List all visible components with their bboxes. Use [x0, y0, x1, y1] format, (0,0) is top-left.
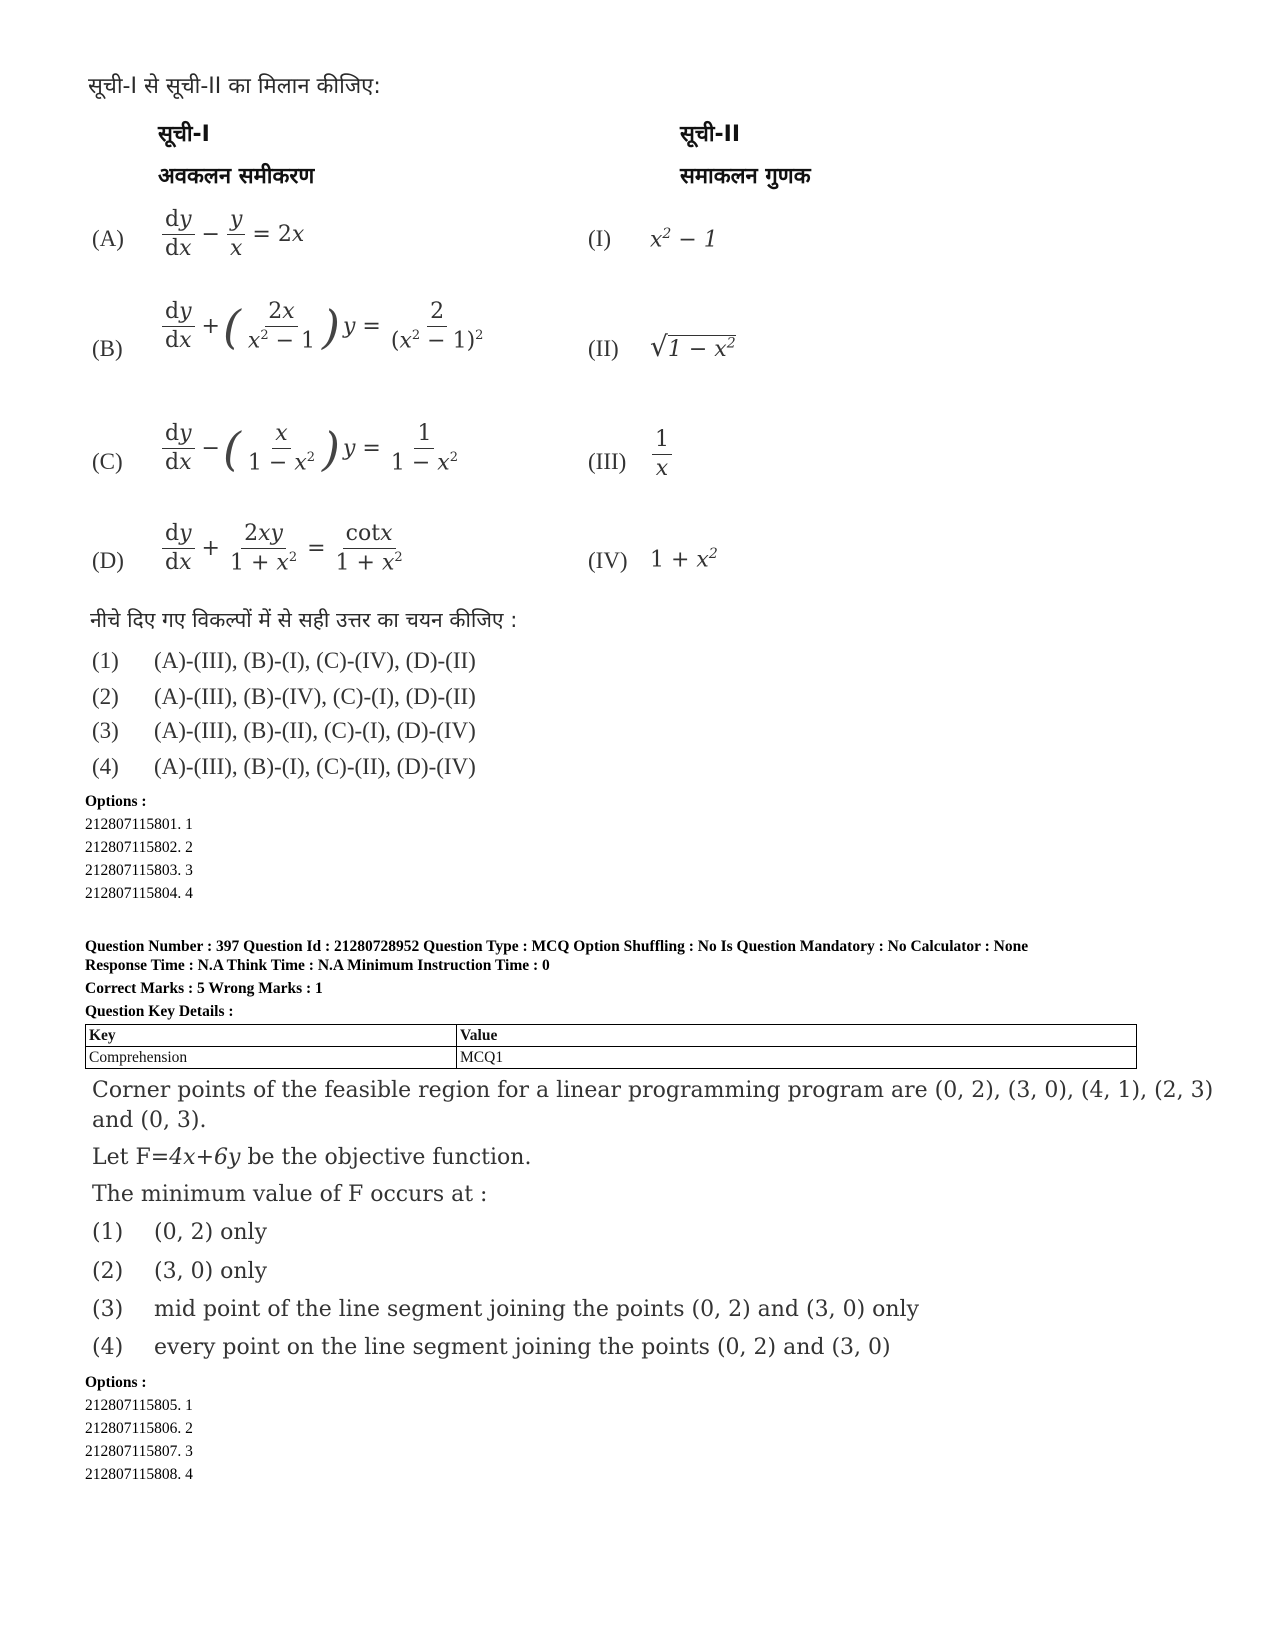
- row-label-iii: (III): [588, 449, 627, 474]
- answer-text: (A)-(III), (B)-(I), (C)-(II), (D)-(IV): [154, 754, 476, 779]
- factor-iv: $1 + x^2$: [650, 546, 718, 573]
- q1-option-3: 212807115803. 3: [85, 862, 193, 879]
- answer-number: (2): [92, 1259, 124, 1284]
- answer-number: (2): [92, 684, 119, 709]
- q1-answer-3: [92, 718, 476, 744]
- q2-text-line4: The minimum value of F occurs at :: [92, 1182, 488, 1207]
- row-label-ii: (II): [588, 336, 619, 361]
- table-row: [86, 1047, 1137, 1069]
- q1-answer-1: [92, 648, 476, 674]
- q2-meta-line2: Response Time : N.A Think Time : N.A Minimum Instruction Time : 0: [85, 957, 550, 974]
- answer-text: (A)-(III), (B)-(I), (C)-(IV), (D)-(II): [154, 648, 476, 673]
- choose-instruction: नीचे दिए गए विकल्पों में से सही उत्तर का चयन कीजिए :: [90, 608, 518, 632]
- q1-answer-4: [92, 754, 476, 780]
- q2-key-details-label: Question Key Details :: [85, 1003, 234, 1020]
- list1-subtitle: अवकलन समीकरण: [158, 164, 315, 189]
- row-label-d: (D): [92, 548, 124, 573]
- q1-intro: सूची-I से सूची-II का मिलान कीजिए:: [88, 74, 381, 99]
- equation-c: $\frac{dy}{dx}$ −( $\frac{x}{1 - x^2}$ ) y = $\frac{1}{1 - x^2}$: [158, 422, 465, 476]
- q1-option-1: 212807115801. 1: [85, 816, 193, 833]
- row-label-b: (B): [92, 336, 123, 361]
- q2-answer-4: [92, 1335, 891, 1360]
- answer-text: (A)-(III), (B)-(IV), (C)-(I), (D)-(II): [154, 684, 476, 709]
- answer-number: (3): [92, 1297, 124, 1322]
- answer-text: (3, 0) only: [154, 1259, 268, 1284]
- q1-options-label: Options :: [85, 793, 147, 810]
- answer-number: (4): [92, 754, 119, 779]
- row-label-c: (C): [92, 449, 123, 474]
- answer-number: (3): [92, 718, 119, 743]
- q2-objective-text: be the objective function.: [247, 1145, 532, 1170]
- q2-options-label: Options :: [85, 1374, 147, 1391]
- answer-number: (4): [92, 1335, 124, 1360]
- equation-b: $\frac{dy}{dx}$ +( $\frac{2x}{x^2 - 1}$ ) y = $\frac{2}{(x^2 - 1)^2}$: [158, 300, 490, 354]
- q2-option-2: 212807115806. 2: [85, 1420, 193, 1437]
- q2-text-line3: [92, 1145, 531, 1170]
- answer-text: mid point of the line segment joining the points (0, 2) and (3, 0) only: [154, 1297, 920, 1322]
- q2-answer-2: [92, 1259, 267, 1284]
- q2-option-4: 212807115808. 4: [85, 1466, 193, 1483]
- q2-let-text: Let F: [92, 1145, 151, 1170]
- row-label-a: (A): [92, 226, 124, 251]
- factor-ii: $√1 - x^2$: [650, 330, 736, 363]
- equation-d: $\frac{dy}{dx}$ + $\frac{2xy}{1 + x^2}$ = $\frac{\cot x}{1 + x^2}$: [158, 522, 410, 576]
- table-header-value: Value: [457, 1025, 1137, 1047]
- q1-option-2: 212807115802. 2: [85, 839, 193, 856]
- q2-option-3: 212807115807. 3: [85, 1443, 193, 1460]
- objective-expression: =4x+6y: [150, 1145, 241, 1170]
- equation-a: $\frac{dy}{dx}$ − $\frac{y}{x}$ = 2x: [158, 208, 307, 261]
- q2-meta-line1: Question Number : 397 Question Id : 21280728952 Question Type : MCQ Option Shuffling : No Is Question Mandatory : No Calculator : None: [85, 938, 1029, 955]
- row-label-iv: (IV): [588, 548, 628, 573]
- key-value-table: [85, 1024, 1137, 1069]
- q2-text-line1: Corner points of the feasible region for a linear programming program are (0, 2), (3, 0), (4, 1), (2, 3): [92, 1078, 1214, 1103]
- list1-title: सूची-I: [158, 122, 210, 147]
- q2-marks: Correct Marks : 5 Wrong Marks : 1: [85, 980, 323, 997]
- q2-text-line2: and (0, 3).: [92, 1108, 207, 1133]
- q1-option-4: 212807115804. 4: [85, 885, 193, 902]
- answer-text: (0, 2) only: [154, 1220, 268, 1245]
- factor-iii: $\frac{1}{x}$: [648, 428, 676, 481]
- q2-answer-1: [92, 1220, 267, 1245]
- q2-option-1: 212807115805. 1: [85, 1397, 193, 1414]
- list2-title: सूची-II: [680, 122, 741, 147]
- answer-number: (1): [92, 1220, 124, 1245]
- list2-subtitle: समाकलन गुणक: [680, 164, 811, 189]
- answer-text: (A)-(III), (B)-(II), (C)-(I), (D)-(IV): [154, 718, 476, 743]
- table-cell-value: MCQ1: [457, 1047, 1137, 1069]
- table-header-key: Key: [86, 1025, 457, 1047]
- row-label-i: (I): [588, 226, 611, 251]
- table-header-row: [86, 1025, 1137, 1047]
- table-cell-key: Comprehension: [86, 1047, 457, 1069]
- factor-i: $x^2 - 1$: [650, 226, 718, 253]
- q1-answer-2: [92, 684, 476, 710]
- answer-text: every point on the line segment joining the points (0, 2) and (3, 0): [154, 1335, 891, 1360]
- answer-number: (1): [92, 648, 119, 673]
- q2-answer-3: [92, 1297, 919, 1322]
